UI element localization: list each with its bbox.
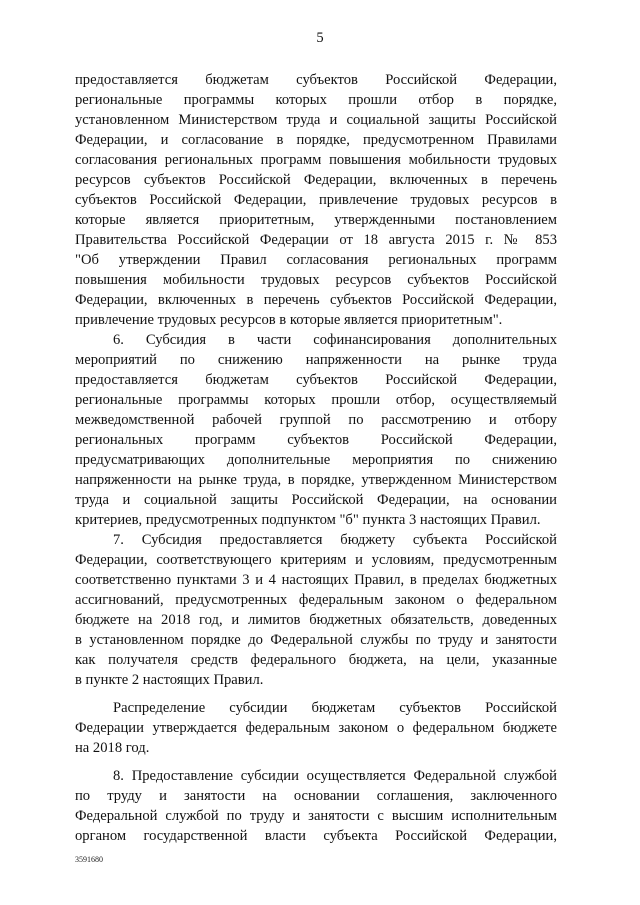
paragraph-line: Распределение субсидии бюджетам субъектов Российской [113, 700, 557, 716]
paragraph-line: межведомственной рабочей группой по рассмотрению и отбору [75, 412, 557, 428]
paragraph-line: предоставляется бюджетам субъектов Российской Федерации, [75, 372, 557, 388]
paragraph-line: напряженности на рынке труда, в порядке, утвержденном Министерством [75, 472, 557, 488]
paragraph-line: ассигнований, предусмотренных федеральным законом о федеральном [75, 592, 557, 608]
paragraph-line: региональных программ субъектов Российской Федерации, [75, 432, 557, 448]
paragraph-line: Правительства Российской Федерации от 18 августа 2015 г. № 853 [75, 232, 557, 248]
paragraph-line: ресурсов субъектов Российской Федерации, включенных в перечень [75, 172, 557, 188]
paragraph-line: соответственно пунктами 3 и 4 настоящих Правил, в пределах бюджетных [75, 572, 557, 588]
paragraph-line: Федерации, включенных в перечень субъектов Российской Федерации, [75, 292, 557, 308]
paragraph-line: предоставляется бюджетам субъектов Российской Федерации, [75, 72, 557, 88]
paragraph-line: 7. Субсидия предоставляется бюджету субъекта Российской [113, 532, 557, 548]
paragraph-line: труда и социальной защиты Российской Федерации, на основании [75, 492, 557, 508]
paragraph-line: региональные программы которых прошли отбор, осуществляемый [75, 392, 557, 408]
paragraph-line: по труду и занятости на основании соглашения, заключенного [75, 788, 557, 804]
paragraph-line: которые является приоритетным, утвержденными постановлением [75, 212, 557, 228]
paragraph-line: Федерации, и согласование в порядке, предусмотренном Правилами [75, 132, 557, 148]
paragraph-line: привлечение трудовых ресурсов в которые является приоритетным". [75, 312, 503, 328]
paragraph-line: бюджете на 2018 год, и лимитов бюджетных обязательств, доведенных [75, 612, 557, 628]
paragraph-line: как получателя средств федерального бюджета, на цели, указанные [75, 652, 557, 668]
body-text [75, 70, 557, 846]
paragraph-line: органом государственной власти субъекта Российской Федерации, [75, 828, 557, 844]
page-number: 5 [316, 30, 324, 46]
paragraph-line: субъектов Российской Федерации, привлечение трудовых ресурсов в [75, 192, 557, 208]
paragraph-line: региональные программы которых прошли отбор в порядке, [75, 92, 557, 108]
paragraph-line: в пункте 2 настоящих Правил. [75, 672, 264, 688]
paragraph-line: Федерации, соответствующего критериям и условиям, предусмотренным [75, 552, 557, 568]
paragraph-line: согласования региональных программ повышения мобильности трудовых [75, 152, 557, 168]
paragraph-line: мероприятий по снижению напряженности на рынке труда [75, 352, 557, 368]
document-code: 3591680 [75, 855, 103, 864]
paragraph-line: "Об утверждении Правил согласования региональных программ [75, 252, 557, 268]
paragraph-line: предусматривающих дополнительные мероприятия по снижению [75, 452, 557, 468]
paragraph-line: 6. Субсидия в части софинансирования дополнительных [113, 332, 557, 348]
paragraph-line: Федерации утверждается федеральным законом о федеральном бюджете [75, 720, 557, 736]
paragraph-line: на 2018 год. [75, 740, 150, 756]
paragraph-line: 8. Предоставление субсидии осуществляется Федеральной службой [113, 768, 557, 784]
paragraph-line: критериев, предусмотренных подпунктом "б" пункта 3 настоящих Правил. [75, 512, 541, 528]
paragraph-line: повышения мобильности трудовых ресурсов субъектов Российской [75, 272, 557, 288]
paragraph-line: в установленном порядке до Федеральной службы по труду и занятости [75, 632, 557, 648]
paragraph-line: установленном Министерством труда и социальной защиты Российской [75, 112, 557, 128]
paragraph-line: Федеральной службой по труду и занятости с высшим исполнительным [75, 808, 557, 824]
